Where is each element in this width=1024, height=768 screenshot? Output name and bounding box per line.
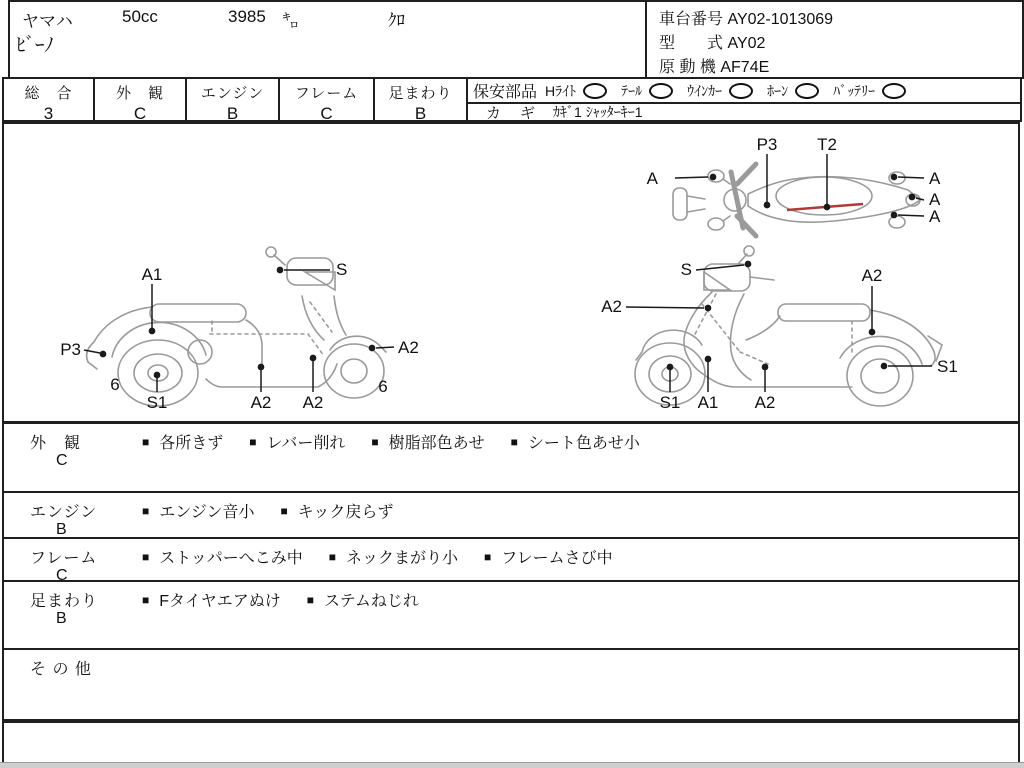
safety-parts-row (468, 79, 1020, 104)
defect-item (142, 545, 303, 568)
safety-item-winker-name: ｳｲﾝｶｰ (687, 82, 723, 99)
safety-item-winker (687, 81, 753, 101)
panel-code-label: 6 (378, 377, 388, 396)
defect-item (142, 499, 254, 522)
defect-text: エンジン音小 (159, 504, 255, 521)
defect-text: Fタイヤエアぬけ (159, 593, 281, 610)
comment-label-undercarriage: 足まわり (30, 593, 99, 610)
model-type-label: 型 式 (659, 35, 724, 52)
panel-code-label: S (680, 260, 692, 279)
grade-value-overall: 3 (43, 104, 54, 123)
panel-code-label: S1 (659, 393, 681, 412)
header-id-info (645, 0, 1024, 79)
grade-label-undercarriage: 足まわり (388, 85, 453, 102)
defect-text: ネックまがり小 (346, 550, 459, 567)
panel-code-label: A (929, 207, 941, 226)
tail-pass-circle-icon (649, 83, 673, 99)
defect-text: キック戻らず (297, 504, 394, 521)
defect-text: 樹脂部色あせ (388, 435, 485, 452)
chassis-number-row (659, 6, 833, 29)
defect-list-exterior (142, 430, 666, 453)
safety-item-headlight-name: Hﾗｲﾄ (545, 82, 577, 99)
model-type-value: AY02 (727, 35, 766, 52)
comment-row-exterior (2, 421, 1020, 491)
defect-bullet-icon: ■ (142, 503, 150, 518)
comment-label-other: そ の 他 (30, 661, 92, 678)
sheet-bottom-edge (0, 762, 1024, 768)
safety-item-battery (833, 81, 906, 101)
defect-bullet-icon: ■ (249, 434, 257, 449)
defect-item (371, 430, 484, 453)
grade-label-exterior: 外 観 (115, 85, 164, 102)
defect-bullet-icon: ■ (280, 503, 288, 518)
defect-list-engine (142, 499, 419, 522)
defect-bullet-icon: ■ (142, 549, 150, 564)
defect-item (307, 588, 419, 611)
key-row (468, 104, 1020, 120)
grade-value-engine: B (226, 104, 239, 123)
comment-label-engine: エンジン (30, 504, 98, 521)
grade-cell-engine (185, 77, 280, 122)
comment-grade-engine: B (56, 521, 67, 538)
safety-item-battery-name: ﾊﾞｯﾃﾘｰ (833, 82, 876, 99)
horn-pass-circle-icon (795, 83, 819, 99)
panel-code-label: A (646, 169, 658, 188)
comment-row-undercarriage (2, 580, 1020, 648)
grade-label-frame: フレーム (294, 85, 359, 102)
panel-code-label: A2 (250, 393, 272, 412)
chassis-number-value: AY02-1013069 (727, 11, 834, 28)
grade-label-engine: エンジン (200, 85, 265, 102)
chassis-number-label: 車台番号 (659, 11, 724, 28)
panel-code-label: S1 (146, 393, 168, 412)
grade-cell-frame (278, 77, 375, 122)
defect-item (142, 430, 223, 453)
engine-model-value: AF74E (720, 59, 770, 76)
key-value: ｶｷﾞ1 ｼｬｯﾀｰｷｰ1 (553, 104, 643, 120)
defect-list-undercarriage (142, 588, 445, 611)
mileage-unit: ㌔ (282, 12, 299, 31)
panel-code-label: A (929, 169, 941, 188)
panel-code-label: 6 (110, 375, 120, 394)
model-name: ﾋﾞｰﾉ (16, 35, 55, 56)
safety-item-tail-name: ﾃｰﾙ (621, 82, 643, 99)
safety-item-headlight (545, 81, 607, 101)
panel-code-label: A (929, 190, 941, 209)
comment-row-engine (2, 491, 1020, 537)
panel-code-label: P3 (756, 135, 778, 154)
defect-item (249, 430, 345, 453)
defect-list-frame (142, 545, 639, 568)
grade-value-undercarriage: B (414, 104, 427, 123)
mileage-value: 3985 (228, 7, 266, 26)
defect-bullet-icon: ■ (142, 592, 150, 607)
engine-model-label: 原 動 機 (659, 59, 716, 76)
panel-code-label: A2 (601, 297, 622, 316)
defect-bullet-icon: ■ (328, 549, 337, 564)
defect-text: ストッパーへこみ中 (159, 550, 303, 567)
engine-model-row (659, 54, 769, 77)
panel-code-label: T2 (817, 135, 837, 154)
grade-value-frame: C (320, 104, 333, 123)
defect-item (511, 430, 640, 453)
panel-code-label: A1 (697, 393, 719, 412)
grade-cell-exterior (93, 77, 187, 122)
defect-item (329, 545, 458, 568)
defect-text: シート色あせ小 (527, 435, 640, 452)
comment-grade-exterior: C (56, 452, 68, 469)
scooter-top-view (673, 164, 920, 236)
color-code: ｸﾛ (388, 11, 405, 30)
comment-row-other (2, 648, 1020, 719)
panel-code-label: S1 (937, 357, 958, 376)
defect-bullet-icon: ■ (510, 434, 518, 449)
safety-parts-box (466, 77, 1022, 122)
panel-code-label: A2 (861, 266, 883, 285)
defect-text: ステムねじれ (323, 593, 419, 610)
defect-text: 各所きず (159, 435, 224, 452)
header-vehicle-info (8, 0, 647, 79)
comment-label-frame: フレーム (30, 550, 98, 567)
comment-label-exterior: 外 観 (30, 435, 82, 452)
damage-diagram (4, 124, 1018, 419)
bottom-empty-row (2, 719, 1020, 762)
grade-value-exterior: C (133, 104, 147, 123)
key-label: カ ギ (486, 104, 538, 122)
winker-pass-circle-icon (729, 83, 753, 99)
safety-parts-label: 保安部品 (473, 84, 538, 101)
panel-code-label: A2 (302, 393, 324, 412)
defect-item (142, 588, 281, 611)
comment-grade-frame: C (56, 567, 68, 584)
defect-text: レバー削れ (266, 435, 346, 452)
panel-code-label: A2 (754, 393, 776, 412)
defect-item (484, 545, 613, 568)
defect-bullet-icon: ■ (484, 549, 492, 564)
battery-pass-circle-icon (882, 83, 906, 99)
defect-item (280, 499, 393, 522)
damage-diagram-box (2, 122, 1020, 421)
safety-item-tail (621, 81, 673, 101)
panel-code-label: P3 (60, 340, 81, 359)
model-type-row (659, 30, 765, 53)
headlight-pass-circle-icon (583, 83, 607, 99)
grade-label-overall: 総 合 (24, 85, 73, 102)
maker-name: ヤマハ (22, 12, 73, 31)
safety-item-horn (767, 81, 819, 101)
comment-grade-undercarriage: B (56, 610, 67, 627)
panel-code-label: A2 (398, 338, 419, 357)
safety-item-horn-name: ﾎｰﾝ (767, 82, 789, 99)
grade-cell-overall (2, 77, 95, 122)
defect-bullet-icon: ■ (142, 434, 150, 449)
defect-bullet-icon: ■ (306, 592, 314, 607)
defect-bullet-icon: ■ (371, 434, 379, 449)
panel-code-label: S (336, 260, 348, 279)
comment-row-frame (2, 537, 1020, 584)
defect-text: フレームさび中 (501, 550, 613, 567)
grade-cell-undercarriage (373, 77, 468, 122)
displacement: 50cc (122, 7, 158, 26)
panel-code-label: A1 (141, 265, 163, 284)
